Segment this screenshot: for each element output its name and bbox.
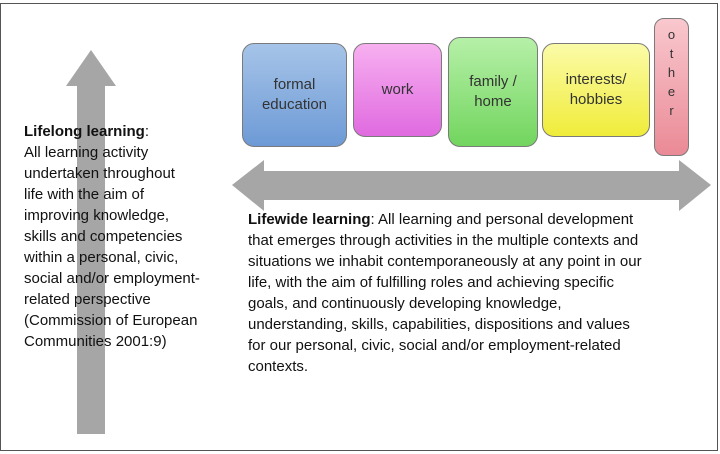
lifewide-line: goals, and continuously developing knowledge, (248, 295, 562, 312)
lifewide-line: contexts. (248, 358, 309, 375)
other-letter: t (669, 46, 674, 61)
lifewide-heading: Lifewide learning (248, 211, 371, 228)
lifelong-line: improving knowledge, (24, 207, 170, 224)
context-label-work: work (381, 81, 414, 98)
context-label-family-home: family / home (469, 73, 517, 110)
context-box-interests-hobbies (542, 43, 650, 137)
other-letter: r (669, 103, 674, 118)
other-letter: h (667, 65, 676, 80)
lifewide-line: for our personal, civic, social and/or employment-related (248, 337, 621, 354)
lifewide-line: life, with the aim of fulfilling roles and achieving specific (248, 274, 615, 291)
lifelong-line: (Commission of European (24, 312, 198, 329)
lifewide-first-line-text: : All learning and personal development (370, 211, 634, 228)
lifelong-line: All learning activity (24, 144, 149, 161)
context-box-other (654, 18, 689, 156)
lifelong-heading-colon: : (144, 123, 150, 140)
lifewide-line: that emerges through activities in the multiple contexts and (248, 232, 639, 249)
context-label-interests-hobbies: interests/ hobbies (565, 71, 627, 108)
lifelong-line: undertaken throughout (24, 165, 175, 182)
context-box-work (353, 43, 442, 137)
lifelong-line: within a personal, civic, (24, 249, 179, 266)
lifewide-line: situations we inhabit contemporaneously at any point in our (248, 253, 642, 270)
context-box-formal-education (242, 43, 347, 147)
other-letter: e (667, 84, 676, 99)
lifewide-learning-definition (248, 209, 710, 377)
context-box-family-home (448, 37, 538, 147)
lifelong-heading-line (24, 121, 238, 142)
other-letter: o (667, 27, 676, 42)
lifelong-line: Communities 2001:9) (24, 333, 167, 350)
lifelong-line: social and/or employment- (24, 270, 200, 287)
context-label-formal-education: formal education (261, 76, 328, 113)
lifelong-line: skills and competencies (24, 228, 183, 245)
lifelong-heading: Lifelong learning (24, 123, 145, 140)
lifewide-line: understanding, skills, capabilities, dispositions and values (248, 316, 630, 333)
lifelong-line: life with the aim of (24, 186, 145, 203)
lifelong-line: related perspective (24, 291, 151, 308)
lifewide-first-line (248, 209, 710, 230)
lifewide-horizontal-arrow (232, 160, 711, 211)
lifelong-learning-definition (24, 121, 238, 352)
